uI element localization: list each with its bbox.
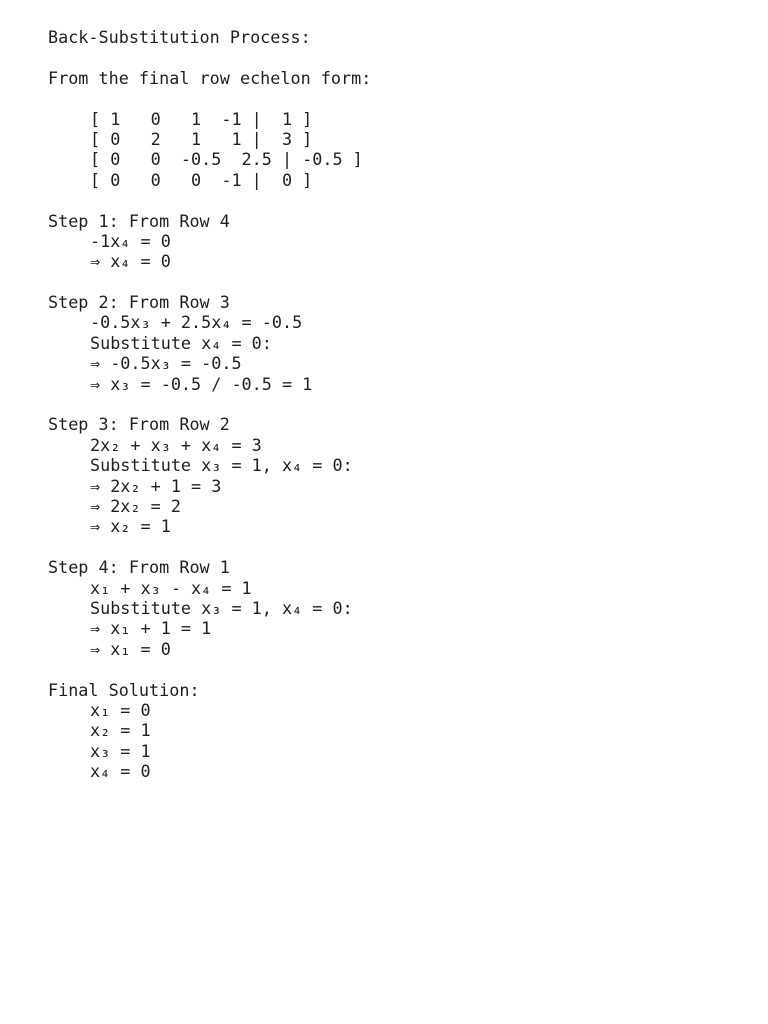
step-line: ⇒ 2x₂ = 2 [90, 495, 181, 516]
spacer [48, 88, 748, 108]
matrix-row: [ 0 2 1 1 | 3 ] [90, 128, 313, 149]
spacer [48, 190, 748, 210]
step-line: ⇒ x₂ = 1 [90, 516, 171, 537]
spacer [48, 272, 748, 292]
step-1 [48, 211, 748, 272]
matrix-row: [ 0 0 0 -1 | 0 ] [90, 169, 313, 190]
step-3 [48, 414, 748, 536]
step-heading: Step 4: From Row 1 [48, 557, 230, 578]
step-line: ⇒ -0.5x₃ = -0.5 [90, 353, 242, 374]
solution-line: x₁ = 0 [90, 699, 151, 720]
step-line: Substitute x₃ = 1, x₄ = 0: [90, 597, 353, 618]
step-line: -1x₄ = 0 [90, 230, 171, 251]
step-heading: Step 3: From Row 2 [48, 414, 230, 435]
solution-line: x₄ = 0 [90, 761, 151, 782]
spacer [48, 537, 748, 557]
spacer [48, 47, 748, 67]
solution-line: x₃ = 1 [90, 740, 151, 761]
step-2 [48, 292, 748, 394]
step-line: ⇒ x₄ = 0 [90, 251, 171, 272]
solution-line: x₂ = 1 [90, 720, 151, 741]
document [48, 27, 748, 781]
final-solution [48, 680, 748, 782]
step-line: -0.5x₃ + 2.5x₄ = -0.5 [90, 312, 303, 333]
spacer [48, 394, 748, 414]
intro-text: From the final row echelon form: [48, 67, 372, 88]
document-title: Back-Substitution Process: [48, 27, 311, 47]
matrix-row: [ 0 0 -0.5 2.5 | -0.5 ] [90, 149, 363, 170]
matrix-row: [ 1 0 1 -1 | 1 ] [90, 108, 313, 129]
final-heading: Final Solution: [48, 679, 200, 700]
step-heading: Step 1: From Row 4 [48, 210, 230, 231]
step-heading: Step 2: From Row 3 [48, 292, 230, 313]
step-4 [48, 557, 748, 659]
step-line: Substitute x₄ = 0: [90, 332, 272, 353]
step-line: ⇒ x₁ = 0 [90, 638, 171, 659]
step-line: ⇒ x₁ + 1 = 1 [90, 618, 212, 639]
step-line: Substitute x₃ = 1, x₄ = 0: [90, 455, 353, 476]
step-line: x₁ + x₃ - x₄ = 1 [90, 577, 252, 598]
step-line: ⇒ 2x₂ + 1 = 3 [90, 475, 222, 496]
step-line: 2x₂ + x₃ + x₄ = 3 [90, 434, 262, 455]
matrix [48, 109, 748, 191]
step-line: ⇒ x₃ = -0.5 / -0.5 = 1 [90, 373, 313, 394]
spacer [48, 659, 748, 679]
